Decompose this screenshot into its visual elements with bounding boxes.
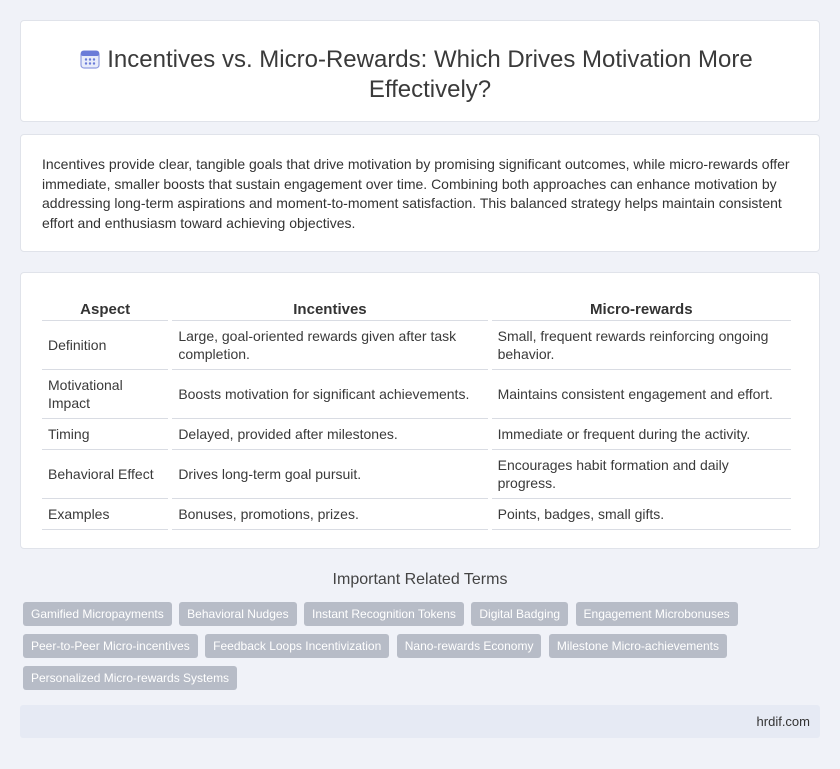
page-title: Incentives vs. Micro-Rewards: Which Drives Motivation More Effectively? — [107, 46, 753, 103]
footer — [20, 705, 820, 738]
table-cell: Timing — [42, 419, 168, 450]
table-header-incentives: Incentives — [172, 295, 487, 321]
table-row — [42, 321, 791, 370]
related-term-tag[interactable]: Nano-rewards Economy — [397, 634, 542, 658]
related-term-tag[interactable]: Instant Recognition Tokens — [304, 602, 464, 626]
table-header-micro-rewards: Micro-rewards — [492, 295, 791, 321]
table-cell: Points, badges, small gifts. — [492, 499, 791, 530]
table-cell: Drives long-term goal pursuit. — [172, 450, 487, 499]
table-cell: Small, frequent rewards reinforcing ongoing behavior. — [492, 321, 791, 370]
related-term-tag[interactable]: Behavioral Nudges — [179, 602, 296, 626]
intro-card — [20, 134, 820, 252]
related-terms-heading: Important Related Terms — [332, 571, 508, 588]
table-cell: Immediate or frequent during the activity. — [492, 419, 791, 450]
intro-paragraph: Incentives provide clear, tangible goals that drive motivation by promising significant outcomes, while micro-rewards offer immediate, smaller boosts that sustain engagement over time. Combining both approaches can enhance motivation by addressing long-term aspirations and moment-to-moment satisfaction. This balanced strategy helps maintain consistent effort and enthusiasm toward achieving objectives. — [42, 156, 790, 231]
table-row — [42, 450, 791, 499]
title-card — [20, 20, 820, 122]
table-cell: Delayed, provided after milestones. — [172, 419, 487, 450]
table-cell: Maintains consistent engagement and effort. — [492, 370, 791, 419]
table-header-aspect: Aspect — [42, 295, 168, 321]
related-term-tag[interactable]: Peer-to-Peer Micro-incentives — [23, 634, 198, 658]
related-term-tag[interactable]: Feedback Loops Incentivization — [205, 634, 389, 658]
table-row — [42, 419, 791, 450]
table-cell: Definition — [42, 321, 168, 370]
table-cell: Motivational Impact — [42, 370, 168, 419]
comparison-table-card — [20, 272, 820, 549]
related-terms-list — [23, 602, 803, 698]
related-term-tag[interactable]: Milestone Micro-achievements — [549, 634, 727, 658]
related-term-tag[interactable]: Engagement Microbonuses — [576, 602, 738, 626]
table-cell: Examples — [42, 499, 168, 530]
table-cell: Bonuses, promotions, prizes. — [172, 499, 487, 530]
related-term-tag[interactable]: Personalized Micro-rewards Systems — [23, 666, 237, 690]
footer-site-link[interactable]: hrdif.com — [756, 714, 810, 729]
related-term-tag[interactable]: Digital Badging — [471, 602, 568, 626]
table-cell: Large, goal-oriented rewards given after task completion. — [172, 321, 487, 370]
related-term-tag[interactable]: Gamified Micropayments — [23, 602, 172, 626]
table-cell: Boosts motivation for significant achievements. — [172, 370, 487, 419]
table-row — [42, 370, 791, 419]
table-cell: Behavioral Effect — [42, 450, 168, 499]
comparison-table — [38, 295, 795, 530]
table-cell: Encourages habit formation and daily progress. — [492, 450, 791, 499]
table-row — [42, 499, 791, 530]
